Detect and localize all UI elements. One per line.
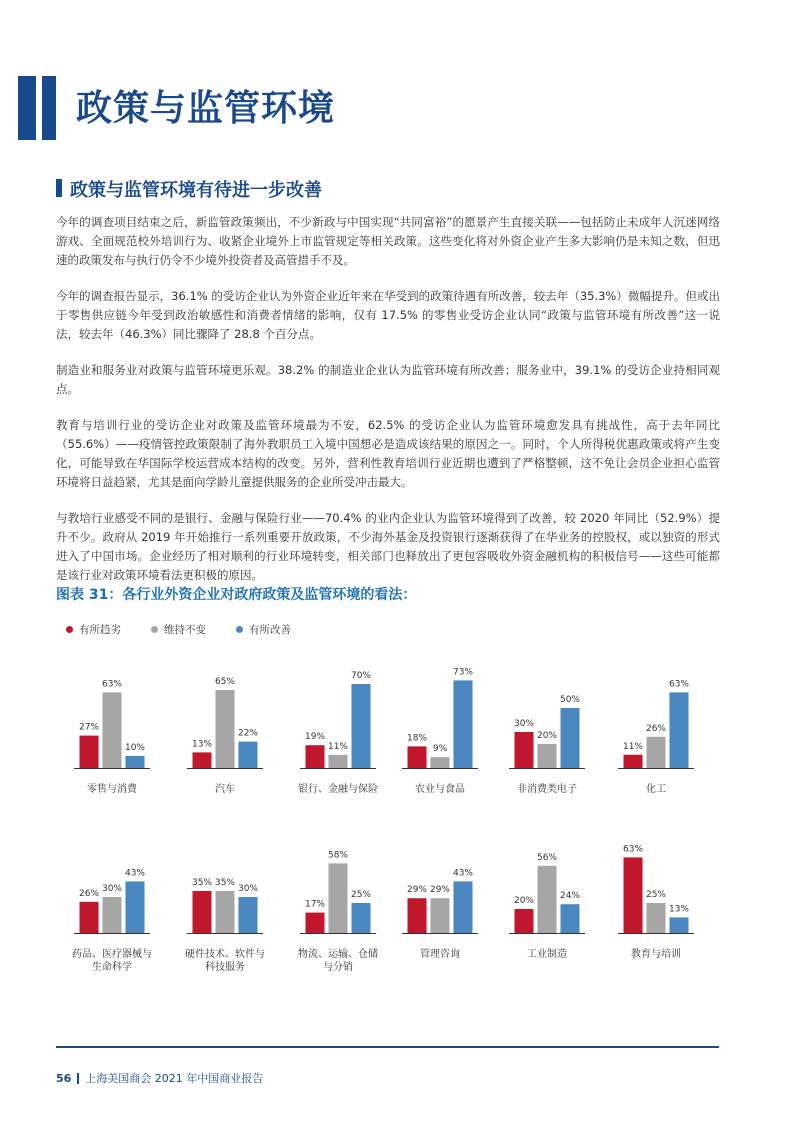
data-label-same: 20% xyxy=(536,731,558,741)
data-label-better: 43% xyxy=(452,868,474,879)
category-label: 教育与培训 xyxy=(631,949,681,960)
bar-same xyxy=(329,863,348,933)
bar-worse xyxy=(193,752,212,768)
section-title: 政策与监管环境有待进一步改善 xyxy=(70,180,322,201)
bar-worse xyxy=(408,746,427,768)
data-label-better: 24% xyxy=(559,891,581,902)
bar-same xyxy=(431,757,450,768)
paragraph: 教育与培训行业的受访企业对政策及监管环境最为不安，62.5% 的受访企业认为监管环境愈发具有挑战性，高于去年同比（55.6%）——疫情管控政策限制了海外教职员工入境中国想必是造成该结果的原因之一。同时，个人所得税优惠政策或将产生变化，可能导致在华国际学校运营成本结构的改变。另外，营利性教育培训行业近期也遭到了严格整顿，这不免让会员企业担心监管环境将日益趋紧，尤其是面向学龄儿童提供服务的企业所受冲击最大。 xyxy=(56,418,720,489)
data-label-better: 70% xyxy=(350,671,372,681)
bar-worse xyxy=(80,736,99,768)
bar-better xyxy=(454,680,473,768)
category-label: 零售与消费 xyxy=(87,784,137,795)
legend-label-better: 有所改善 xyxy=(249,624,291,636)
bar-better xyxy=(352,684,371,768)
data-label-same: 63% xyxy=(101,679,123,690)
footer-separator xyxy=(77,1073,79,1084)
data-label-better: 73% xyxy=(452,667,474,678)
category-label: 农业与食品 xyxy=(415,784,465,795)
bar-worse xyxy=(515,732,534,768)
bar-better xyxy=(126,881,145,933)
bar-better xyxy=(239,897,258,933)
data-label-better: 10% xyxy=(124,743,146,753)
figure-title: 图表 31：各行业外资企业对政府政策及监管环境的看法： xyxy=(56,587,417,603)
bar-same xyxy=(329,755,348,768)
bar-worse xyxy=(624,755,643,768)
footer-rule xyxy=(56,1046,719,1048)
category-label: 物流、运输、仓储 xyxy=(298,949,378,960)
bar-worse xyxy=(193,891,212,933)
legend-label-same: 维持不变 xyxy=(164,624,206,636)
bar-better xyxy=(561,708,580,768)
data-label-same: 25% xyxy=(645,890,667,900)
data-label-better: 13% xyxy=(668,904,690,915)
category-label: 工业制造 xyxy=(527,949,567,960)
data-label-same: 26% xyxy=(645,723,667,734)
data-label-better: 50% xyxy=(559,695,581,705)
data-label-worse: 27% xyxy=(78,722,100,733)
bar-same xyxy=(647,903,666,933)
data-label-worse: 11% xyxy=(622,741,644,752)
bar-worse xyxy=(306,745,325,768)
data-label-same: 11% xyxy=(327,741,349,752)
bar-worse xyxy=(624,857,643,933)
bar-same xyxy=(647,737,666,768)
data-label-better: 43% xyxy=(124,868,146,879)
category-label: 汽车 xyxy=(215,784,235,795)
bar-better xyxy=(239,742,258,768)
paragraph: 今年的调查项目结束之后，新监管政策频出，不少新政与中国实现“共同富裕”的愿景产生直接关联——包括防止未成年人沉迷网络游戏、全面规范校外培训行为、收紧企业境外上市监管规定等相关政策。这些变化将对外资企业产生多大影响仍是未知之数，但迅速的政策发布与执行仍令不少境外投资者及高管措手不及。 xyxy=(56,215,720,267)
bar-better xyxy=(126,756,145,768)
data-label-worse: 29% xyxy=(406,885,428,896)
data-label-worse: 26% xyxy=(78,888,100,899)
bar-same xyxy=(103,897,122,933)
category-label: 与分销 xyxy=(323,962,353,973)
bar-same xyxy=(103,692,122,768)
category-label: 生命科学 xyxy=(92,962,132,973)
category-label: 药品、医疗器械与 xyxy=(72,949,152,960)
footer xyxy=(56,1070,263,1086)
bar-worse xyxy=(408,898,427,933)
bar-same xyxy=(538,866,557,933)
bar-worse xyxy=(515,909,534,933)
data-label-worse: 18% xyxy=(406,733,428,744)
data-label-better: 30% xyxy=(237,884,259,894)
bar-better xyxy=(670,692,689,768)
bar-better xyxy=(352,903,371,933)
page-number: 56 xyxy=(56,1071,72,1085)
data-label-same: 56% xyxy=(536,852,558,863)
paragraph: 制造业和服务业对政策与监管环境更乐观。38.2% 的制造业企业认为监管环境有所改善；服务业中，39.1% 的受访企业持相同观点。 xyxy=(56,363,720,396)
data-label-worse: 13% xyxy=(191,739,213,750)
bar-same xyxy=(538,744,557,768)
footer-text: 上海美国商会 2021 年中国商业报告 xyxy=(85,1072,264,1085)
bar-better xyxy=(670,917,689,933)
bar-same xyxy=(431,898,450,933)
category-label: 硬件技术、软件与 xyxy=(185,949,265,960)
bar-better xyxy=(454,881,473,933)
data-label-worse: 63% xyxy=(622,844,644,855)
bar-worse xyxy=(306,913,325,933)
data-label-same: 9% xyxy=(432,744,448,755)
data-label-same: 35% xyxy=(214,878,236,888)
paragraph: 与教培行业感受不同的是银行、金融与保险行业——70.4% 的业内企业认为监管环境得到了改善，较 2020 年同比（52.9%）提升不少。政府从 2019 年开始推行一系列重要开放政策，不少海外基金及投资银行逐渐获得了在华业务的控股权，或以独资的形式进入了中国市场。企业经历了相对顺利的行业环境转变，相关部门也释放出了更包容吸收外资金融机构的积极信号——这些可能都是该行业对政策环境看法更积极的原因。 xyxy=(56,511,720,582)
data-label-worse: 19% xyxy=(304,732,326,743)
legend-label-worse: 有所趋劣 xyxy=(79,624,121,636)
bar-same xyxy=(216,690,235,768)
page-title: 政策与监管环境 xyxy=(76,88,336,129)
data-label-worse: 30% xyxy=(513,719,535,729)
category-label: 科技服务 xyxy=(205,962,245,973)
data-label-worse: 17% xyxy=(304,899,326,910)
data-label-better: 25% xyxy=(350,890,372,900)
data-label-worse: 35% xyxy=(191,878,213,888)
bar-same xyxy=(216,891,235,933)
data-label-same: 58% xyxy=(327,850,349,861)
data-label-same: 29% xyxy=(429,885,451,896)
data-label-same: 65% xyxy=(214,677,236,687)
category-label: 化工 xyxy=(646,784,666,795)
data-label-better: 63% xyxy=(668,679,690,690)
bar-worse xyxy=(80,902,99,933)
category-label: 管理咨询 xyxy=(420,949,460,960)
category-label: 银行、金融与保险 xyxy=(298,784,378,795)
data-label-worse: 20% xyxy=(513,896,535,906)
paragraph: 今年的调查报告显示，36.1% 的受访企业认为外资企业近年来在华受到的政策待遇有所改善，较去年（35.3%）微幅提升。但或出于零售供应链今年受到政治敏感性和消费者情绪的影响，仅有 17.5% 的零售业受访企业认同“政策与监管环境有所改善”这一说法，较去年（46.3%）同比骤降了 28.8 个百分点。 xyxy=(56,289,720,341)
bar-better xyxy=(561,904,580,933)
category-label: 非消费类电子 xyxy=(517,784,577,795)
data-label-same: 30% xyxy=(101,884,123,894)
data-label-better: 22% xyxy=(237,728,259,739)
